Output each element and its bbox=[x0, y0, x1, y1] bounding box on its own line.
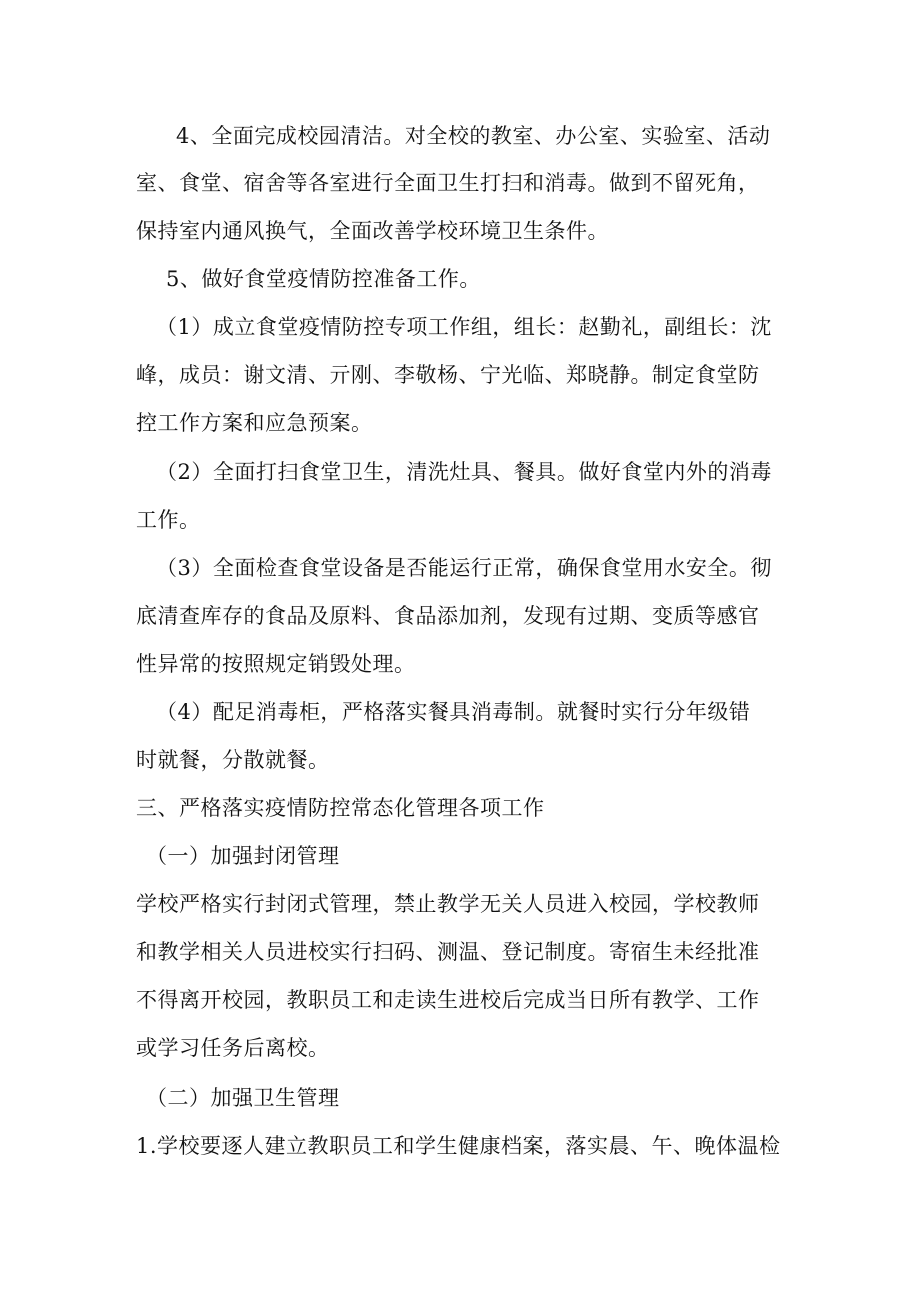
closure-paragraph-line-4: 或学习任务后离校。 bbox=[136, 1036, 330, 1060]
item-3-line-2: 底清查库存的食品及原料、食品添加剂，发现有过期、变质等感官 bbox=[136, 604, 760, 628]
paragraph-4-line-2: 室、食堂、宿舍等各室进行全面卫生打扫和消毒。做到不留死角， bbox=[136, 171, 760, 195]
closure-paragraph-line-3: 不得离开校园，教职员工和走读生进校后完成当日所有教学、工作 bbox=[136, 988, 760, 1012]
item-2-line-1: （2）全面打扫食堂卫生，清洗灶具、餐具。做好食堂内外的消毒 bbox=[156, 460, 772, 484]
item-1-line-3: 控工作方案和应急预案。 bbox=[136, 411, 373, 435]
item-4-line-1: （4）配足消毒柜，严格落实餐具消毒制。就餐时实行分年级错 bbox=[156, 700, 751, 724]
item-1-line-1: （1）成立食堂疫情防控专项工作组，组长：赵勤礼，副组长：沈 bbox=[156, 315, 772, 339]
paragraph-4-line-3: 保持室内通风换气，全面改善学校环境卫生条件。 bbox=[136, 219, 609, 243]
item-2-line-2: 工作。 bbox=[136, 508, 201, 532]
paragraph-5-heading: 5、做好食堂疫情防控准备工作。 bbox=[166, 267, 481, 291]
closure-paragraph-line-1: 学校严格实行封闭式管理，禁止教学无关人员进入校园，学校教师 bbox=[136, 892, 760, 916]
section-3-heading: 三、严格落实疫情防控常态化管理各项工作 bbox=[136, 796, 545, 820]
item-1-line-2: 峰，成员：谢文清、亓刚、李敬杨、宁光临、郑晓静。制定食堂防 bbox=[136, 363, 760, 387]
subsection-1-heading: （一）加强封闭管理 bbox=[146, 844, 340, 868]
item-3-line-1: （3）全面检查食堂设备是否能运行正常，确保食堂用水安全。彻 bbox=[156, 556, 772, 580]
item-3-line-3: 性异常的按照规定销毁处理。 bbox=[136, 652, 416, 676]
subsection-2-heading: （二）加强卫生管理 bbox=[146, 1086, 340, 1110]
closure-paragraph-line-2: 和教学相关人员进校实行扫码、测温、登记制度。寄宿生未经批准 bbox=[136, 940, 760, 964]
item-4-line-2: 时就餐，分散就餐。 bbox=[136, 748, 330, 772]
hygiene-item-1-line-1: 1.学校要逐人建立教职员工和学生健康档案，落实晨、午、晚体温检 bbox=[136, 1134, 781, 1158]
paragraph-4-line-1: 4、全面完成校园清洁。对全校的教室、办公室、实验室、活动 bbox=[176, 124, 771, 148]
